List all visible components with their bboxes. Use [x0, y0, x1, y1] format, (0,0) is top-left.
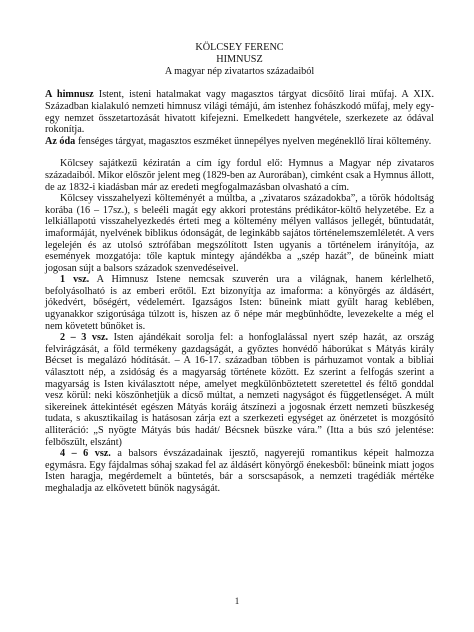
stanza-2-3-text: Isten ajándékait sorolja fel: a honfoglalással nyert szép hazát, az ország felvirágzását, a föld termékeny gazdagságát, a győztes honvédő háborúkat s Mátyás király Bécset is megalázó hódítását. – A 16-17. században többen is párhuzamot vontak a bibliai választott nép, a zsidóság és a magyarság története között. Ez szerint a felfogás szerint a magyarság is Isten kiválasztott népe, amelyet megkülönböztetett szeretettel és féltő gonddal vesz körül: neki köszönhetjük a dicső múltat, a nemzeti nagyságot és függetlenséget. A múlt sikereinek áttekintését egészen Mátyás koráig átszínezi a jogosnak érzett nemzeti büszkeség tudata, s akusztikailag is hatásosan zárja ezt a szerkezeti egységet az önérzetet is mozgósító alliteráció: „S nyögte Mátyás bús hadát/ Bécsnek büszke vára.” (Itta a bús szó jelentése: felbőszült, elszánt) — [45, 332, 434, 448]
ode-term: Az óda — [45, 135, 76, 147]
stanza-1-text: A Himnusz Istene nemcsak szuverén ura a világnak, hanem kérlelhető, befolyásolható is az emberi erőtől. Ezt bizonyítja az imaforma: a könyörgés az áldásért, jókedvért, bőségért, védelemért. Igazságos Isten: bűneink miatt gyűlt harag keblében, ugyanakkor szigorúsága túlzott is, hiszen az ő népe már megbűnhődte, levezekelte a még el nem követett bűnöket is. — [45, 274, 434, 332]
author-heading: KÖLCSEY FERENC — [195, 42, 284, 53]
hymn-term: A himnusz — [45, 89, 94, 101]
hymn-definition: Istent, isteni hatalmakat vagy magasztos tárgyat dicsőítő lírai műfaj. A XIX. Században kialakuló nemzeti himnusz világi témájú, ám istenhez fohászkodó műfaj, mely egy-egy nemzet összetartozását hivatott kifejezni. Emelkedett hangvétele, szerkezete az ódával rokonítja. — [45, 89, 434, 136]
document-header — [45, 42, 434, 77]
stanza-4-6-label: 4 – 6 vsz. — [60, 448, 111, 460]
stanza-2-3-label: 2 – 3 vsz. — [60, 332, 109, 344]
subtitle-heading: A magyar nép zivatartos századaiból — [164, 65, 315, 77]
intro-ode-paragraph — [45, 136, 434, 148]
ode-definition: fenséges tárgyat, magasztos eszméket ünnepélyes nyelven megénekllő lírai költemény. — [75, 135, 432, 147]
title-heading: HIMNUSZ — [216, 53, 263, 65]
stanza-1-paragraph — [45, 274, 434, 332]
stanza-4-6-paragraph — [45, 448, 434, 494]
stanza-4-6-text: a balsors évszázadainak ijesztő, nagyerejű romantikus képeit halmozza egymásra. Egy fájdalmas sóhaj szakad fel az áldásért könyörgő énekesből: bűneink miatt jogos Isten haragja, megérdemelt a büntetés, bár a sorscsapások, a nemzeti tragédiák mértéke meghaladja az elkövetett bűnök nagyságát. — [45, 448, 434, 494]
context-paragraph: Kölcsey visszahelyezi költeményét a múltba, a „zivataros századokba”, a török hódoltság korába (16 – 17sz.), s beleéli magát egy akkori protestáns prédikátor-költő helyzetébe. Ez a lelkiállapotú visszahelyezkedés érteti meg a költemény mélyen vallásos jellegét, bűntudatát, imaformáját, nyelvének biblikus ódonságát, de leginkább sajátos történelemszemléletét. A vers legelején és az utolsó sztrófában megszólított Isten ugyanis a történelem irányítója, az események mozgatója: tőle kaptuk mintegy ajándékba a „szép hazát”, de bűneink miatt jogosan sújt a balsors századok szenvedéseivel. — [45, 193, 434, 274]
intro-hymn-paragraph — [45, 89, 434, 135]
stanza-1-label: 1 vsz. — [60, 274, 90, 286]
manuscript-paragraph: Kölcsey sajátkezű kéziratán a cím így fordul elő: Hymnus a Magyar nép zivataros századaiból. Mikor először jelent meg (1829-ben az Aurorában), cimként csak a Hymnus állott, de az 1832-i kiadásban már az eredeti megfogalmazásban olvasható a cím. — [45, 158, 434, 193]
page-number: 1 — [234, 596, 240, 606]
stanza-2-3-paragraph — [45, 332, 434, 448]
